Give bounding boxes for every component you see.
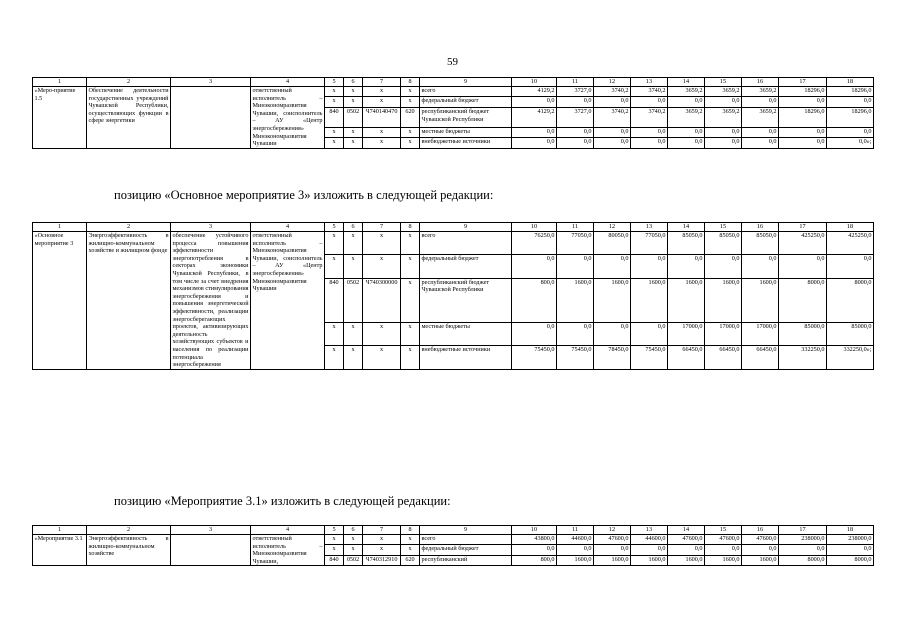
budget-code-cell: x	[363, 127, 401, 137]
amount-cell: 0,0	[827, 545, 874, 555]
amount-cell: 0,0	[631, 255, 668, 278]
amount-cell: 0,0	[827, 255, 874, 278]
header-col-2: 2	[87, 223, 171, 232]
funding-source-cell: внебюджетные источники	[420, 346, 512, 369]
amount-cell: 17000,0	[742, 322, 779, 345]
amount-cell: 0,0	[705, 545, 742, 555]
amount-cell: 0,0	[594, 255, 631, 278]
table-row	[33, 232, 874, 255]
amount-cell: 425250,0	[827, 232, 874, 255]
budget-code-cell: x	[401, 232, 420, 255]
budget-code-cell: 0502	[344, 555, 363, 565]
amount-cell: 4129,2	[512, 107, 557, 127]
instruction-measure-3-1: позицию «Мероприятие 3.1» изложить в следующей редакции:	[114, 494, 451, 508]
header-col-12: 12	[594, 223, 631, 232]
header-row	[33, 223, 874, 232]
budget-code-cell: x	[325, 138, 344, 149]
measure-name-cell: «Меро-приятие 1.5	[33, 87, 87, 149]
amount-cell: 18296,0	[827, 87, 874, 97]
amount-cell: 1600,0	[557, 555, 594, 565]
header-col-2: 2	[87, 78, 171, 87]
amount-cell: 0,0	[557, 127, 594, 137]
amount-cell: 1600,0	[594, 555, 631, 565]
amount-cell: 8000,0	[779, 278, 827, 322]
budget-code-cell: x	[363, 545, 401, 555]
instruction-main-measure-3: позицию «Основное мероприятие 3» изложить в следующей редакции:	[114, 188, 494, 202]
amount-cell: 800,0	[512, 555, 557, 565]
funding-source-cell: всего	[420, 232, 512, 255]
amount-cell: 0,0	[705, 127, 742, 137]
header-col-7: 7	[363, 526, 401, 535]
amount-cell: 0,0	[742, 97, 779, 107]
amount-cell: 85050,0	[742, 232, 779, 255]
header-col-4: 4	[251, 223, 325, 232]
amount-cell: 0,0	[742, 138, 779, 149]
amount-cell: 43800,0	[512, 535, 557, 545]
amount-cell: 1600,0	[705, 555, 742, 565]
header-col-5: 5	[325, 526, 344, 535]
table-row	[33, 535, 874, 545]
amount-cell: 0,0	[594, 322, 631, 345]
measure-title-cell: Энергоэффективность в жилищно-коммунальном хозяйстве и жилищном фонде	[87, 232, 171, 370]
amount-cell: 3727,0	[557, 87, 594, 97]
amount-cell: 1600,0	[742, 278, 779, 322]
header-col-9: 9	[420, 526, 512, 535]
amount-cell: 18296,0	[827, 107, 874, 127]
budget-code-cell: 840	[325, 278, 344, 322]
header-col-6: 6	[344, 223, 363, 232]
header-col-11: 11	[557, 223, 594, 232]
amount-cell: 0,0	[512, 138, 557, 149]
budget-code-cell: x	[401, 535, 420, 545]
amount-cell: 3740,2	[594, 87, 631, 97]
header-row	[33, 526, 874, 535]
amount-cell: 85050,0	[705, 232, 742, 255]
amount-cell: 1600,0	[631, 278, 668, 322]
amount-cell: 332250,0	[779, 346, 827, 369]
budget-code-cell: x	[325, 535, 344, 545]
budget-code-cell: x	[363, 97, 401, 107]
amount-cell: 0,0	[594, 127, 631, 137]
amount-cell: 3659,2	[705, 107, 742, 127]
amount-cell: 3659,2	[668, 87, 705, 97]
table-row	[33, 87, 874, 97]
amount-cell: 0,0	[705, 255, 742, 278]
budget-code-cell: Ч740300000	[363, 278, 401, 322]
header-col-14: 14	[668, 526, 705, 535]
budget-code-cell: x	[363, 346, 401, 369]
amount-cell: 1600,0	[631, 555, 668, 565]
header-col-3: 3	[171, 223, 251, 232]
header-col-17: 17	[779, 526, 827, 535]
amount-cell: 77050,0	[631, 232, 668, 255]
amount-cell: 8000,0	[779, 555, 827, 565]
header-col-10: 10	[512, 78, 557, 87]
amount-cell: 0,0	[512, 545, 557, 555]
budget-code-cell: x	[344, 535, 363, 545]
funding-source-cell: всего	[420, 87, 512, 97]
amount-cell: 47600,0	[668, 535, 705, 545]
budget-table-main-measure-3	[32, 222, 874, 370]
budget-code-cell: 620	[401, 555, 420, 565]
budget-code-cell: Ч740312910	[363, 555, 401, 565]
amount-cell: 0,0	[594, 545, 631, 555]
amount-cell: 75450,0	[512, 346, 557, 369]
amount-cell: 0,0	[742, 127, 779, 137]
budget-code-cell: 0502	[344, 107, 363, 127]
amount-cell: 3740,2	[631, 107, 668, 127]
amount-cell: 66450,0	[668, 346, 705, 369]
amount-cell: 800,0	[512, 278, 557, 322]
funding-source-cell: федеральный бюджет	[420, 97, 512, 107]
budget-code-cell: Ч740140470	[363, 107, 401, 127]
amount-cell: 0,0	[779, 545, 827, 555]
header-col-6: 6	[344, 526, 363, 535]
budget-code-cell: x	[363, 138, 401, 149]
amount-cell: 3659,2	[742, 107, 779, 127]
amount-cell: 0,0	[668, 97, 705, 107]
amount-cell: 0,0	[631, 322, 668, 345]
amount-cell: 0,0	[668, 138, 705, 149]
amount-cell: 0,0	[779, 127, 827, 137]
amount-cell: 0,0	[631, 138, 668, 149]
amount-cell: 0,0	[557, 545, 594, 555]
amount-cell: 17000,0	[668, 322, 705, 345]
budget-code-cell: x	[363, 232, 401, 255]
amount-cell: 1600,0	[668, 555, 705, 565]
measure-title-cell: Энергоэффективность в жилищно-коммунальном хозяйстве	[87, 535, 171, 566]
header-col-7: 7	[363, 78, 401, 87]
funding-source-cell: федеральный бюджет	[420, 545, 512, 555]
amount-cell: 0,0	[742, 255, 779, 278]
header-col-13: 13	[631, 78, 668, 87]
budget-code-cell: x	[401, 87, 420, 97]
amount-cell: 0,0	[557, 138, 594, 149]
header-col-9: 9	[420, 223, 512, 232]
amount-cell: 0,0	[631, 97, 668, 107]
header-col-18: 18	[827, 78, 874, 87]
amount-cell: 0,0	[512, 127, 557, 137]
header-col-13: 13	[631, 526, 668, 535]
amount-cell: 0,0	[668, 545, 705, 555]
funding-source-cell: республиканский бюджет Чувашской Республики	[420, 278, 512, 322]
header-col-1: 1	[33, 223, 87, 232]
budget-code-cell: x	[401, 138, 420, 149]
amount-cell: 8000,0	[827, 555, 874, 565]
amount-cell: 0,0	[557, 97, 594, 107]
amount-cell: 3659,2	[705, 87, 742, 97]
amount-cell: 1600,0	[668, 278, 705, 322]
amount-cell: 3740,2	[631, 87, 668, 97]
budget-code-cell: x	[344, 232, 363, 255]
header-col-17: 17	[779, 78, 827, 87]
budget-table-measure-1-5	[32, 77, 874, 149]
amount-cell: 0,0	[631, 545, 668, 555]
budget-code-cell: x	[401, 545, 420, 555]
funding-source-cell: республиканский бюджет Чувашской Республики	[420, 107, 512, 127]
amount-cell: 17000,0	[705, 322, 742, 345]
amount-cell: 0,0	[557, 322, 594, 345]
budget-code-cell: x	[363, 255, 401, 278]
header-col-15: 15	[705, 223, 742, 232]
amount-cell: 85000,0	[779, 322, 827, 345]
budget-code-cell: x	[325, 322, 344, 345]
amount-cell: 78450,0	[594, 346, 631, 369]
amount-cell: 0,0	[668, 255, 705, 278]
header-col-12: 12	[594, 78, 631, 87]
amount-cell: 44600,0	[631, 535, 668, 545]
amount-cell: 0,0	[512, 255, 557, 278]
measure-goal-cell: обеспечение устойчивого процесса повышения эффективности энергопотребления в секторах экономики Чувашской Республики, в том числе за счет внедрения механизмов стимулирования энергосбережения и повышения энергетической эффективности, реализации энергосберегающих проектов, активизирующих деятельность хозяйствующих субъектов и населения по реализации потенциала энергосбережения	[172, 232, 249, 369]
amount-cell: 0,0	[594, 97, 631, 107]
amount-cell: 85000,0	[827, 322, 874, 345]
amount-cell: 425250,0	[779, 232, 827, 255]
amount-cell: 0,0	[827, 127, 874, 137]
responsible-cell: ответственный исполнитель – Минэкономразвития Чувашии, соисполнитель – АУ «Центр энергосбережения» Минэкономразвития Чувашии	[252, 87, 323, 148]
budget-code-cell: x	[325, 127, 344, 137]
header-col-6: 6	[344, 78, 363, 87]
amount-cell: 3740,2	[594, 107, 631, 127]
budget-code-cell: x	[325, 545, 344, 555]
measure-title-cell: Обеспечение деятельности государственных учреждений Чувашской Республики, осуществляющих функции в сфере энергетики	[87, 87, 171, 149]
header-col-3: 3	[171, 78, 251, 87]
amount-cell: 0,0	[705, 138, 742, 149]
header-col-5: 5	[325, 223, 344, 232]
budget-code-cell: x	[401, 127, 420, 137]
amount-cell: 0,0	[668, 127, 705, 137]
header-col-8: 8	[401, 78, 420, 87]
header-col-12: 12	[594, 526, 631, 535]
budget-code-cell: 840	[325, 555, 344, 565]
amount-cell: 18296,0	[779, 107, 827, 127]
funding-source-cell: всего	[420, 535, 512, 545]
amount-cell: 238000,0	[827, 535, 874, 545]
header-col-1: 1	[33, 78, 87, 87]
amount-cell: 85050,0	[668, 232, 705, 255]
amount-cell: 0,0	[827, 97, 874, 107]
header-col-7: 7	[363, 223, 401, 232]
measure-goal-cell	[171, 535, 251, 566]
amount-cell: 8000,0	[827, 278, 874, 322]
header-col-2: 2	[87, 526, 171, 535]
amount-cell: 0,0	[594, 138, 631, 149]
header-col-16: 16	[742, 78, 779, 87]
header-row	[33, 78, 874, 87]
amount-cell: 80050,0	[594, 232, 631, 255]
header-col-8: 8	[401, 223, 420, 232]
funding-source-cell: местные бюджеты	[420, 322, 512, 345]
budget-code-cell: x	[344, 97, 363, 107]
header-col-3: 3	[171, 526, 251, 535]
amount-cell: 0,0	[512, 97, 557, 107]
header-col-14: 14	[668, 223, 705, 232]
budget-code-cell: 840	[325, 107, 344, 127]
amount-cell: 0,0	[557, 255, 594, 278]
amount-cell: 0,0	[779, 97, 827, 107]
amount-cell: 47600,0	[742, 535, 779, 545]
funding-source-cell: внебюджетные источники	[420, 138, 512, 149]
budget-code-cell: x	[325, 255, 344, 278]
measure-name-cell: «Мероприятие 3.1	[33, 535, 87, 566]
budget-code-cell: x	[344, 255, 363, 278]
amount-cell: 0,0	[705, 97, 742, 107]
budget-code-cell: x	[363, 535, 401, 545]
budget-code-cell: 620	[401, 107, 420, 127]
header-col-5: 5	[325, 78, 344, 87]
page-number: 59	[447, 56, 458, 68]
budget-code-cell: x	[401, 97, 420, 107]
header-col-18: 18	[827, 526, 874, 535]
budget-code-cell: x	[363, 87, 401, 97]
header-col-13: 13	[631, 223, 668, 232]
responsible-cell: ответственный исполнитель – Минэкономразвития Чувашии, соисполнитель – АУ «Центр энергосбережения» Минэкономразвития Чувашии	[251, 232, 325, 370]
amount-cell: 77050,0	[557, 232, 594, 255]
measure-name-cell: «Основное мероприятие 3	[33, 232, 87, 370]
budget-code-cell: x	[325, 87, 344, 97]
header-col-4: 4	[251, 526, 325, 535]
amount-cell: 18296,0	[779, 87, 827, 97]
header-col-14: 14	[668, 78, 705, 87]
header-col-16: 16	[742, 526, 779, 535]
amount-cell: 66450,0	[742, 346, 779, 369]
budget-code-cell: x	[401, 278, 420, 322]
funding-source-cell: республиканский	[420, 555, 512, 565]
budget-code-cell: x	[325, 97, 344, 107]
amount-cell: 1600,0	[557, 278, 594, 322]
header-col-8: 8	[401, 526, 420, 535]
budget-code-cell: x	[401, 346, 420, 369]
header-col-4: 4	[251, 78, 325, 87]
amount-cell: 3727,0	[557, 107, 594, 127]
budget-code-cell: x	[344, 87, 363, 97]
amount-cell: 3659,2	[668, 107, 705, 127]
measure-goal-cell	[171, 87, 251, 149]
amount-cell: 75450,0	[631, 346, 668, 369]
amount-cell: 3659,2	[742, 87, 779, 97]
amount-cell: 0,0	[742, 545, 779, 555]
budget-code-cell: x	[344, 127, 363, 137]
header-col-11: 11	[557, 78, 594, 87]
amount-cell: 66450,0	[705, 346, 742, 369]
amount-cell: 0,0	[779, 138, 827, 149]
header-col-10: 10	[512, 223, 557, 232]
header-col-9: 9	[420, 78, 512, 87]
amount-cell: 0,0»;	[827, 138, 874, 149]
amount-cell: 47600,0	[594, 535, 631, 545]
budget-code-cell: x	[344, 545, 363, 555]
amount-cell: 238000,0	[779, 535, 827, 545]
amount-cell: 47600,0	[705, 535, 742, 545]
budget-code-cell: x	[344, 322, 363, 345]
amount-cell: 1600,0	[594, 278, 631, 322]
amount-cell: 76250,0	[512, 232, 557, 255]
amount-cell: 0,0	[512, 322, 557, 345]
amount-cell: 0,0	[631, 127, 668, 137]
header-col-18: 18	[827, 223, 874, 232]
header-col-16: 16	[742, 223, 779, 232]
budget-table-measure-3-1	[32, 525, 874, 566]
amount-cell: 75450,0	[557, 346, 594, 369]
amount-cell: 332250,0»;	[827, 346, 874, 369]
header-col-1: 1	[33, 526, 87, 535]
header-col-15: 15	[705, 526, 742, 535]
amount-cell: 44600,0	[557, 535, 594, 545]
header-col-10: 10	[512, 526, 557, 535]
budget-code-cell: x	[344, 346, 363, 369]
amount-cell: 4129,2	[512, 87, 557, 97]
amount-cell: 0,0	[779, 255, 827, 278]
budget-code-cell: x	[325, 232, 344, 255]
header-col-15: 15	[705, 78, 742, 87]
funding-source-cell: федеральный бюджет	[420, 255, 512, 278]
budget-code-cell: x	[344, 138, 363, 149]
budget-code-cell: x	[363, 322, 401, 345]
amount-cell: 1600,0	[742, 555, 779, 565]
budget-code-cell: x	[401, 322, 420, 345]
funding-source-cell: местные бюджеты	[420, 127, 512, 137]
budget-code-cell: x	[325, 346, 344, 369]
responsible-cell: ответственный исполнитель – Минэкономразвития Чувашии,	[252, 535, 323, 565]
header-col-17: 17	[779, 223, 827, 232]
header-col-11: 11	[557, 526, 594, 535]
amount-cell: 1600,0	[705, 278, 742, 322]
budget-code-cell: 0502	[344, 278, 363, 322]
budget-code-cell: x	[401, 255, 420, 278]
